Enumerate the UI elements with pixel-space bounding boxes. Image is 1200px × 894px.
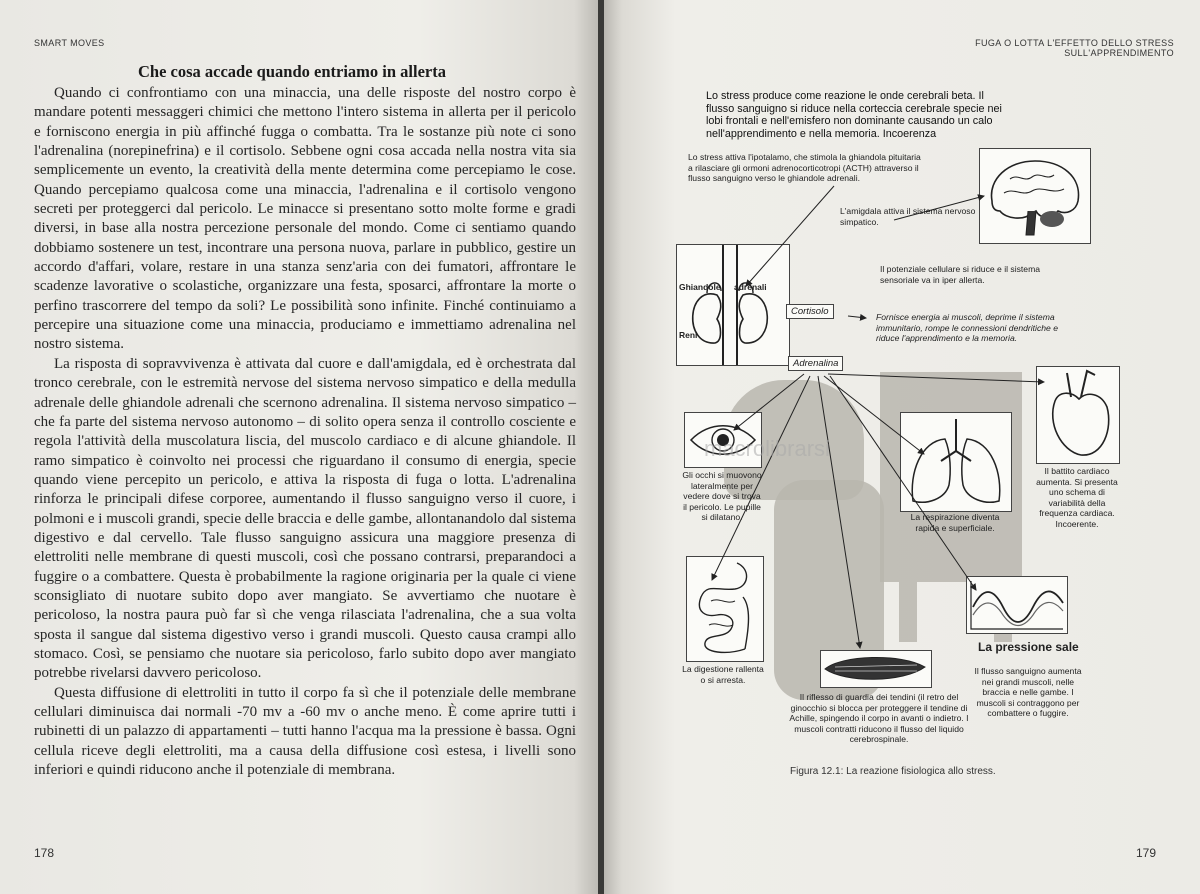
amygdala-text: L'amigdala attiva il sistema nervoso simpatico. bbox=[840, 206, 976, 227]
cell-potential-text: Il potenziale cellulare si riduce e il sistema sensoriale va in iper allerta. bbox=[880, 264, 1041, 285]
pressure-text: Il flusso sanguigno aumenta nei grandi muscoli, nelle braccia e nelle gambe. I muscoli si contraggono per combattere o fuggire. bbox=[974, 666, 1082, 719]
left-page-number: 178 bbox=[34, 846, 55, 860]
pressure-title: La pressione sale bbox=[978, 640, 1079, 654]
adrenals-label: adrenali bbox=[734, 282, 767, 292]
right-page-number: 179 bbox=[1136, 846, 1157, 860]
cortisol-effect-text: Fornisce energia ai muscoli, deprime il sistema immunitario, rompe le connessioni dendritiche e riduce l'apprendimento e la memoria. bbox=[876, 312, 1058, 344]
paragraph-3: Questa diffusione di elettroliti in tutto il corpo fa sì che il potenziale delle membrane cellulari diminuisca dai normali -70 mv a -60 mv o anche meno. È come aprire tutti i rubinetti di un palazzo di appartamenti – tutti hanno l'acqua ma la pressione è bassa. Ogni cellula riceve degli elettroliti, ma a causa della diffusione così estesa, i livelli sono inferiori e quindi riducono anche il potenziale di membrana. bbox=[34, 684, 576, 779]
paragraph-2: La risposta di sopravvivenza è attivata dal cuore e dall'amigdala, ed è orchestrata dal tronco cerebrale, con le estremità nervose del sistema nervoso simpatico e della medulla adrenale delle ghiandole adrenali che scernono adrenalina. Il sistema nervoso simpatico – che fa parte del sistema nervoso autonomo – di solito opera senza il controllo cosciente e regola l'attività della muscolatura liscia, del muscolo cardiaco e di alcune ghiandole. Il ramo simpatico è coinvolto nei processi che riguardano il consumo di energia, specie quando viene percepito un pericolo, e attiva la risposta di fuga o lotta. L'adrenalina rinforza le principali difese corporee, aumentando il flusso sanguigno verso il cuore, i polmoni e i muscoli grandi, specie delle braccia e delle gambe, allontanandolo dal sistema digestivo e dal cervello. Tale flusso sanguigno assicura una maggiore presenza di elettroliti nelle membrane di questi muscoli, così che possano contrarsi, preparandoci a fuggire o a combattere. Questa è probabilmente la ragione originaria per la quale ci viene sconsigliato di nuotare subito dopo aver mangiato. Se avvertiamo che nuotare è pericoloso, la nostra paura può far sì che venga rilasciata l'adrenalina, che a sua volta sposta il sangue dal sistema digestivo verso i grandi muscoli. Questo causa crampi allo stomaco. Così, se pensiamo che nuotare sia pericoloso, farlo subito dopo aver mangiato potrebbe rivelarsi davvero pericoloso. bbox=[34, 355, 576, 682]
kidneys-label: Reni bbox=[679, 330, 698, 340]
watermark: macrolibrarsi bbox=[704, 436, 830, 461]
section-title: Che cosa accade quando entriamo in allerta bbox=[138, 62, 446, 81]
muscle-text: Il riflesso di guardia dei tendini (il retro del ginocchio si blocca per proteggere il tendine di Achille, spingendo il corpo in avanti o indietro. I muscoli contratti riducono il flusso del liquido cerebrospinale. bbox=[789, 692, 969, 745]
paragraph-1: Quando ci confrontiamo con una minaccia, una delle risposte del nostro corpo è mandare potenti messaggeri chimici che mettono l'intero sistema in allerta per il pericolo e forniscono energia in più affinché fugga o combatta. Tra le sostanze più note ci sono l'adrenalina (norepinefrina) e il cortisolo. Sebbene ogni cosa accada nella nostra vita sia semplicemente un evento, la creatività della mente determina come percepiamo le cose. Quando percepiamo qualcosa come una minaccia, l'adrenalina e il cortisolo vengono secreti per proteggerci dal pericolo. Le minacce si presentano sotto molte forme e gradi diversi, in base alla nostra percezione personale del mondo. Come ci sentiamo quando dobbiamo sostenere un test, incontrare una persona nuova, parlare in pubblico, gestire un accordo d'affari, volare, restare in una stanza senz'aria con dei fumatori, affrontare le scadenze lavorative o scolastiche, organizzare una festa, sposarci, affrontare la morte o perfino trascorrere del tempo da soli? Le possibilità sono infinite. Finché continuiamo a percepire una situazione come una minaccia, produciamo e immettiamo adrenalina nel nostro sistema. bbox=[34, 85, 576, 353]
left-running-head: SMART MOVES bbox=[34, 38, 105, 48]
digestion-text: La digestione rallenta o si arresta. bbox=[682, 664, 764, 685]
right-running-head: FUGA O LOTTA L'EFFETTO DELLO STRESS SULL'APPRENDIMENTO bbox=[975, 38, 1174, 58]
adrenaline-label: Adrenalina bbox=[788, 356, 843, 371]
figure-arrows bbox=[604, 0, 1200, 894]
lungs-text: La respirazione diventa rapida e superficiale. bbox=[910, 512, 1000, 533]
body-text bbox=[34, 84, 576, 780]
left-page bbox=[0, 0, 598, 894]
right-page bbox=[604, 0, 1200, 894]
figure-caption: Figura 12.1: La reazione fisiologica allo stress. bbox=[790, 766, 996, 777]
eye-text: Gli occhi si muovono lateralmente per vedere dove si trova il pericolo. Le pupille si dilatano. bbox=[682, 470, 762, 523]
figure-heading: Lo stress produce come reazione le onde cerebrali beta. Il flusso sanguigno si riduce nella corteccia cerebrale specie nei lobi frontali e nell'emisfero non dominante causando un calo nell'apprendimento e nella memoria. Incoerenza bbox=[706, 90, 1002, 140]
glands-label: Ghiandole bbox=[679, 282, 721, 292]
hypothalamus-text: Lo stress attiva l'ipotalamo, che stimola la ghiandola pituitaria a rilasciare gli ormoni adrenocorticotropi (ACTH) attraverso il flusso sanguigno verso le ghiandole adrenali. bbox=[688, 152, 921, 184]
heart-text: Il battito cardiaco aumenta. Si presenta uno schema di variabilità della frequenza cardiaca. Incoerente. bbox=[1036, 466, 1118, 529]
stress-reaction-figure bbox=[604, 0, 1200, 894]
cortisol-label: Cortisolo bbox=[786, 304, 834, 319]
